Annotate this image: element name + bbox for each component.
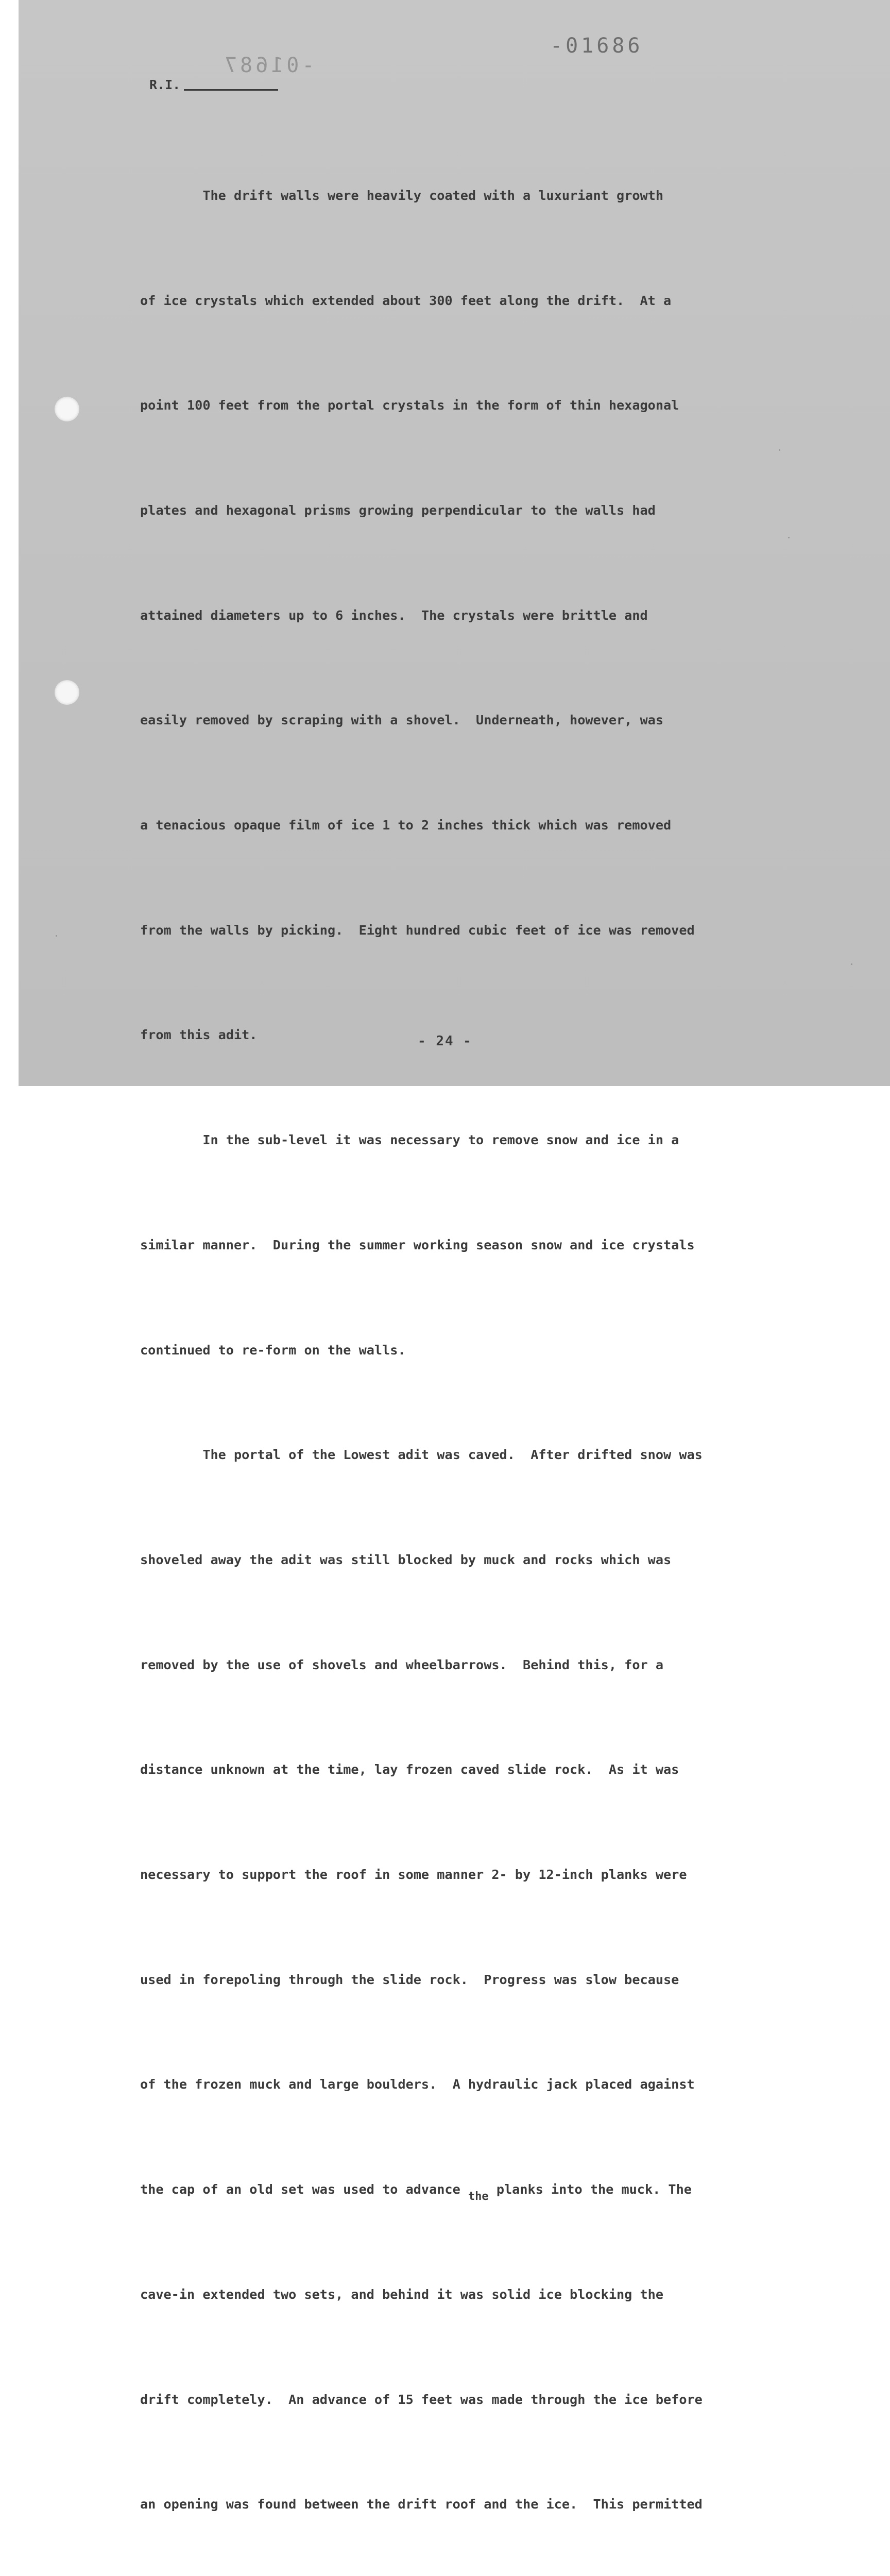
scan-speck — [779, 449, 780, 451]
text-line: removed by the use of shovels and wheelbarrows. Behind this, for a — [140, 1657, 663, 1672]
scan-speck — [56, 935, 57, 937]
mirrored-number-stamp: -01687 — [221, 54, 315, 77]
body-text — [140, 108, 768, 2576]
text-line: cave-in extended two sets, and behind it was solid ice blocking the — [140, 2286, 663, 2302]
text-line: attained diameters up to 6 inches. The crystals were brittle and — [140, 607, 648, 623]
text-line: The portal of the Lowest adit was caved. After drifted snow was — [140, 1447, 703, 1463]
text-line: from the walls by picking. Eight hundred cubic feet of ice was removed — [140, 922, 695, 938]
scan-speck — [851, 963, 852, 965]
text-segment: the cap of an old set was used to advance — [140, 2182, 468, 2197]
text-line: used in forepoling through the slide rock. Progress was slow because — [140, 1972, 679, 1987]
text-line-with-insert — [140, 2172, 768, 2207]
text-line: shoveled away the adit was still blocked by muck and rocks which was — [140, 1552, 672, 1567]
punch-hole-lower — [55, 680, 79, 705]
inserted-word: the — [468, 2190, 489, 2204]
text-line: of the frozen muck and large boulders. A hydraulic jack placed against — [140, 2077, 695, 2092]
text-line: continued to re-form on the walls. — [140, 1342, 406, 1358]
text-line: distance unknown at the time, lay frozen caved slide rock. As it was — [140, 1762, 679, 1777]
text-line: plates and hexagonal prisms growing perpendicular to the walls had — [140, 502, 656, 518]
text-line: point 100 feet from the portal crystals in the form of thin hexagonal — [140, 398, 679, 413]
punch-hole-upper — [55, 397, 79, 421]
scan-speck — [788, 537, 790, 538]
ri-blank-line — [184, 89, 278, 91]
document-number-stamp: -01686 — [550, 34, 643, 58]
page-number: - 24 - — [418, 1033, 472, 1049]
text-line: an opening was found between the drift roof and the ice. This permitted — [140, 2497, 703, 2512]
text-line: drift completely. An advance of 15 feet was made through the ice before — [140, 2392, 703, 2407]
text-line: easily removed by scraping with a shovel. Underneath, however, was — [140, 713, 663, 728]
text-line: a tenacious opaque film of ice 1 to 2 inches thick which was removed — [140, 818, 672, 833]
text-line: similar manner. During the summer working season snow and ice crystals — [140, 1237, 695, 1252]
text-line: of ice crystals which extended about 300 feet along the drift. At a — [140, 293, 672, 308]
text-line: The drift walls were heavily coated with a luxuriant growth — [140, 188, 663, 203]
ri-label: R.I. — [149, 77, 181, 92]
text-line: from this adit. — [140, 1027, 258, 1043]
text-segment: planks into the muck. The — [488, 2182, 692, 2197]
text-line: necessary to support the roof in some manner 2- by 12-inch planks were — [140, 1867, 687, 1883]
text-line: In the sub-level it was necessary to remove snow and ice in a — [140, 1132, 679, 1148]
